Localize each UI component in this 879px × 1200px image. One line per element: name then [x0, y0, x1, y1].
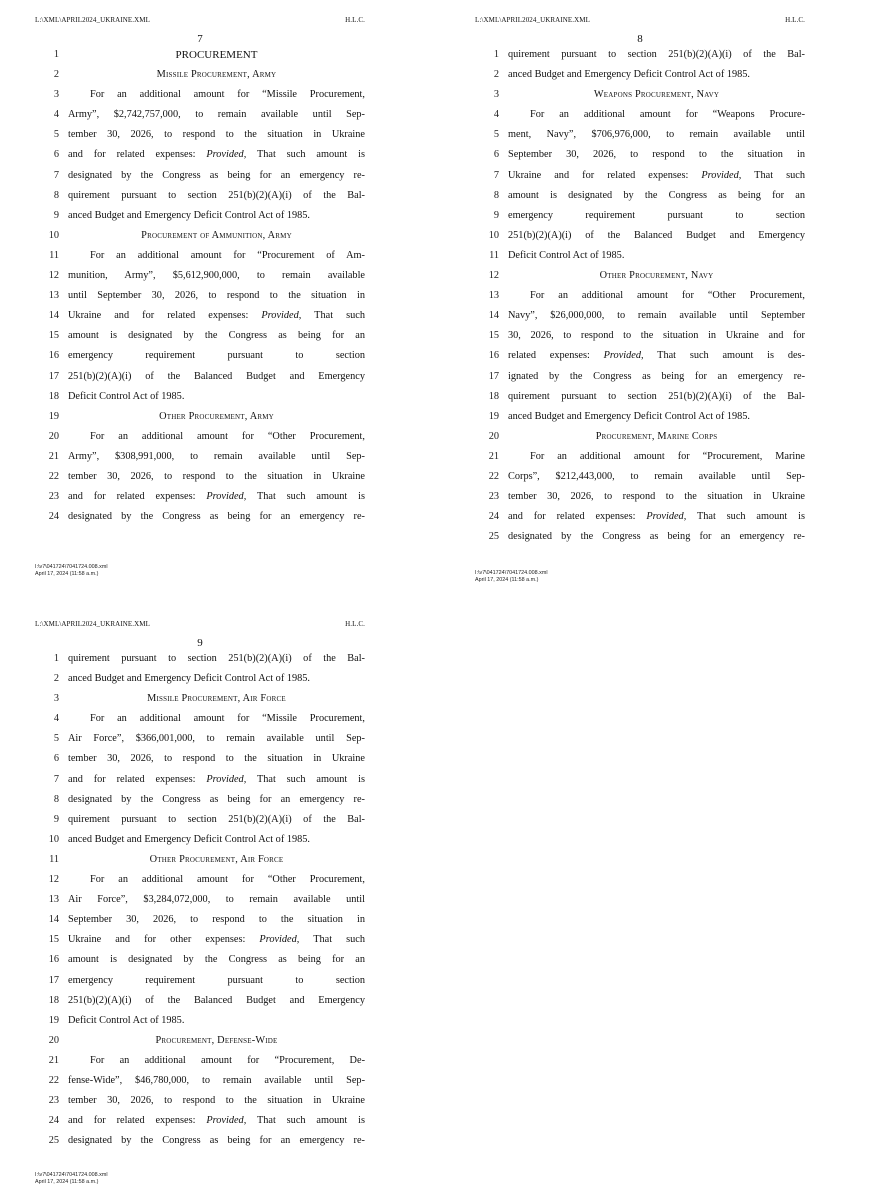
text-line [35, 1131, 365, 1151]
line-text-post: That such amount is des- [643, 350, 805, 362]
line-number: 10 [48, 229, 59, 241]
line-number: 14 [48, 310, 59, 322]
line-number: 4 [53, 109, 59, 121]
line-number: 9 [493, 209, 499, 221]
page-footer [35, 1172, 108, 1185]
line-number: 21 [48, 450, 59, 462]
line-number: 17 [48, 370, 59, 382]
section-heading-line [35, 226, 365, 246]
line-text: For an additional amount for “Other Procurement, [90, 430, 365, 442]
line-number: 18 [488, 390, 499, 402]
section-heading-line [35, 850, 365, 870]
line-number: 25 [48, 1135, 59, 1147]
line-text: ment, Navy”, $706,976,000, to remain available until [508, 129, 805, 141]
line-number: 16 [488, 350, 499, 362]
text-line [475, 346, 805, 366]
line-text: Procurement, Marine Corps [595, 430, 718, 442]
line-number: 23 [488, 491, 499, 503]
text-line [475, 527, 805, 547]
line-text: quirement pursuant to section 251(b)(2)(A)(i) of the Bal- [68, 653, 365, 664]
line-text: anced Budget and Emergency Deficit Control Act of 1985. [508, 69, 751, 81]
line-number: 19 [48, 410, 59, 422]
text-line [475, 367, 805, 387]
line-number: 8 [53, 793, 59, 805]
line-number: 20 [48, 430, 59, 442]
text-line [35, 770, 365, 790]
line-number: 1 [53, 653, 59, 664]
line-text: Army”, $308,991,000, to remain available until Sep- [68, 450, 365, 462]
line-text: PROCUREMENT [175, 49, 258, 61]
text-line [475, 125, 805, 145]
text-line [35, 749, 365, 769]
line-number: 7 [53, 773, 59, 785]
line-number: 17 [488, 370, 499, 382]
line-text-pre: related expenses: [508, 350, 604, 362]
text-line [35, 367, 365, 387]
line-number: 24 [48, 1115, 59, 1127]
text-line [475, 467, 805, 487]
text-line [35, 186, 365, 206]
line-text: anced Budget and Emergency Deficit Control Act of 1985. [68, 833, 311, 845]
footer-file: I:\v7\041724\7041724.008.xml [475, 570, 548, 576]
page-lines [475, 45, 805, 547]
provided-italic: Provided, [206, 773, 247, 785]
page-footer [475, 570, 548, 583]
line-text [508, 346, 805, 366]
line-text: designated by the Congress as being for an emergency re- [68, 511, 365, 523]
line-number: 6 [493, 149, 499, 161]
line-number: 5 [53, 733, 59, 745]
doc-path: L:\XML\APRIL2024_UKRAINE.XML [35, 620, 150, 628]
text-line [35, 810, 365, 830]
line-number: 15 [48, 934, 59, 946]
line-number: 18 [48, 994, 59, 1006]
line-number: 21 [48, 1054, 59, 1066]
section-heading-line [35, 407, 365, 427]
text-line [35, 649, 365, 669]
footer-file: I:\v7\041724\7041724.008.xml [35, 1172, 108, 1178]
page-footer [35, 564, 108, 577]
line-number: 2 [493, 69, 499, 81]
line-number: 11 [49, 853, 59, 865]
provided-italic: Provided, [701, 169, 742, 181]
line-text: anced Budget and Emergency Deficit Control Act of 1985. [68, 209, 311, 221]
provided-italic: Provided, [206, 1115, 247, 1127]
line-text: Army”, $2,742,757,000, to remain available until Sep- [68, 109, 365, 121]
line-number: 9 [53, 813, 59, 825]
text-line [35, 85, 365, 105]
line-text: Other Procurement, Army [159, 410, 274, 422]
line-number: 12 [48, 270, 59, 282]
line-text-post: That such [741, 169, 805, 181]
line-text: For an additional amount for “Procurement, Marine [530, 450, 805, 462]
footer-date: April 17, 2024 (11:58 a.m.) [35, 570, 99, 577]
text-line [35, 246, 365, 266]
line-number: 1 [53, 49, 59, 60]
text-line [35, 346, 365, 366]
line-text: designated by the Congress as being for an emergency re- [68, 1135, 365, 1147]
line-text: amount is designated by the Congress as being for an [508, 189, 805, 201]
line-text: designated by the Congress as being for an emergency re- [68, 169, 365, 181]
text-line [35, 507, 365, 527]
section-heading-line [475, 85, 805, 105]
provided-italic: Provided, [206, 149, 247, 161]
doc-path: L:\XML\APRIL2024_UKRAINE.XML [475, 16, 590, 24]
line-text: Procurement, Defense-Wide [155, 1034, 278, 1046]
line-text: amount is designated by the Congress as being for an [68, 954, 365, 966]
line-text: quirement pursuant to section 251(b)(2)(A)(i) of the Bal- [68, 813, 365, 825]
line-text: Corps”, $212,443,000, to remain available until Sep- [508, 470, 805, 482]
line-number: 4 [493, 109, 499, 121]
line-text: Other Procurement, Navy [599, 270, 714, 282]
line-text: Missile Procurement, Army [156, 69, 277, 81]
line-number: 11 [489, 249, 499, 261]
line-number: 2 [53, 69, 59, 81]
text-line [475, 105, 805, 125]
line-number: 19 [488, 410, 499, 422]
text-line [35, 447, 365, 467]
line-number: 5 [493, 129, 499, 141]
line-number: 14 [488, 310, 499, 322]
line-text [68, 770, 365, 790]
line-text: Navy”, $26,000,000, to remain available until September [508, 310, 805, 322]
line-text: designated by the Congress as being for an emergency re- [68, 793, 365, 805]
text-line [475, 145, 805, 165]
line-text: September 30, 2026, to respond to the situation in [68, 914, 365, 926]
line-number: 22 [48, 1074, 59, 1086]
line-text-post: That such amount is [686, 511, 805, 523]
line-text: For an additional amount for “Other Procurement, [530, 290, 805, 302]
text-line [35, 910, 365, 930]
line-text: anced Budget and Emergency Deficit Control Act of 1985. [508, 410, 751, 422]
section-heading-line [475, 427, 805, 447]
line-number: 20 [48, 1034, 59, 1046]
text-line [35, 166, 365, 186]
line-text [68, 487, 365, 507]
text-line [475, 507, 805, 527]
line-text: Missile Procurement, Air Force [147, 693, 286, 705]
provided-italic: Provided, [206, 491, 247, 503]
text-line [35, 467, 365, 487]
text-line [35, 709, 365, 729]
text-line [35, 1111, 365, 1131]
line-text: munition, Army”, $5,612,900,000, to remain available [68, 270, 365, 282]
line-text-pre: and for related expenses: [508, 511, 647, 523]
line-number: 1 [493, 49, 499, 60]
section-heading-line [35, 45, 365, 65]
text-line [475, 487, 805, 507]
line-number: 15 [488, 330, 499, 342]
text-line [35, 870, 365, 890]
line-number: 12 [48, 874, 59, 886]
line-number: 13 [48, 290, 59, 302]
text-line [35, 105, 365, 125]
text-line [475, 306, 805, 326]
line-text-post: That such [301, 310, 365, 322]
line-text-pre: Ukraine and for related expenses: [508, 169, 702, 181]
text-line [35, 729, 365, 749]
text-line [35, 930, 365, 950]
page-number: 9 [197, 637, 203, 649]
line-text: tember 30, 2026, to respond to the situation in Ukraine [68, 129, 365, 141]
line-text [508, 166, 805, 186]
page-lines [35, 45, 365, 527]
text-line [35, 1091, 365, 1111]
line-text-pre: and for related expenses: [68, 1115, 207, 1127]
line-number: 10 [488, 229, 499, 241]
line-text-pre: and for related expenses: [68, 773, 207, 785]
line-number: 7 [493, 169, 499, 181]
line-text-pre: and for related expenses: [68, 491, 207, 503]
line-number: 14 [48, 914, 59, 926]
section-heading-line [35, 1031, 365, 1051]
line-text: tember 30, 2026, to respond to the situation in Ukraine [68, 470, 365, 482]
line-number: 7 [53, 169, 59, 181]
section-heading-line [35, 689, 365, 709]
line-text: quirement pursuant to section 251(b)(2)(A)(i) of the Bal- [508, 49, 805, 60]
line-text: quirement pursuant to section 251(b)(2)(A)(i) of the Bal- [508, 390, 805, 402]
footer-date: April 17, 2024 (11:58 a.m.) [35, 1178, 99, 1185]
line-text-pre: and for related expenses: [68, 149, 207, 161]
document-page [475, 16, 805, 583]
line-number: 13 [488, 290, 499, 302]
line-number: 23 [48, 491, 59, 503]
text-line [35, 487, 365, 507]
section-heading-line [35, 65, 365, 85]
text-line [475, 65, 805, 85]
line-text: For an additional amount for “Missile Procurement, [90, 89, 365, 101]
text-line [475, 407, 805, 427]
line-number: 6 [53, 753, 59, 765]
line-text: emergency requirement pursuant to section [68, 350, 365, 362]
page-number: 7 [197, 33, 203, 45]
line-number: 8 [493, 189, 499, 201]
line-text: fense-Wide”, $46,780,000, to remain available until Sep- [68, 1074, 365, 1086]
text-line [35, 145, 365, 165]
line-text: amount is designated by the Congress as being for an [68, 330, 365, 342]
doc-path: L:\XML\APRIL2024_UKRAINE.XML [35, 16, 150, 24]
text-line [475, 286, 805, 306]
line-number: 8 [53, 189, 59, 201]
text-line [475, 387, 805, 407]
line-text: For an additional amount for “Procurement of Am- [90, 249, 365, 261]
line-number: 3 [53, 693, 59, 705]
line-text: Air Force”, $366,001,000, to remain available until Sep- [68, 733, 365, 745]
line-number: 10 [48, 833, 59, 845]
line-text: quirement pursuant to section 251(b)(2)(A)(i) of the Bal- [68, 189, 365, 201]
text-line [475, 326, 805, 346]
line-number: 3 [53, 89, 59, 101]
line-number: 19 [48, 1014, 59, 1026]
line-number: 16 [48, 350, 59, 362]
text-line [35, 286, 365, 306]
line-number: 4 [53, 713, 59, 725]
text-line [35, 950, 365, 970]
line-number: 2 [53, 673, 59, 685]
line-number: 9 [53, 209, 59, 221]
line-number: 16 [48, 954, 59, 966]
line-text: Other Procurement, Air Force [149, 853, 284, 865]
text-line [35, 326, 365, 346]
line-number: 5 [53, 129, 59, 141]
line-text: Air Force”, $3,284,072,000, to remain available until [68, 894, 365, 906]
line-text-post: That such amount is [246, 1115, 365, 1127]
line-text: For an additional amount for “Procurement, De- [90, 1054, 365, 1066]
line-text: Deficit Control Act of 1985. [508, 249, 625, 261]
text-line [35, 669, 365, 689]
text-line [35, 1071, 365, 1091]
line-text: 251(b)(2)(A)(i) of the Balanced Budget and Emergency [508, 229, 805, 241]
line-number: 18 [48, 390, 59, 402]
line-number: 24 [48, 511, 59, 523]
line-number: 11 [49, 249, 59, 261]
line-text: anced Budget and Emergency Deficit Control Act of 1985. [68, 673, 311, 685]
line-text: tember 30, 2026, to respond to the situation in Ukraine [508, 491, 805, 503]
text-line [35, 1011, 365, 1031]
provided-italic: Provided, [603, 350, 644, 362]
line-text: emergency requirement pursuant to section [68, 974, 365, 986]
doc-initials: H.L.C. [345, 620, 365, 628]
text-line [35, 427, 365, 447]
line-number: 22 [48, 470, 59, 482]
doc-initials: H.L.C. [345, 16, 365, 24]
text-line [35, 830, 365, 850]
line-number: 24 [488, 511, 499, 523]
line-text-post: That such amount is [246, 149, 365, 161]
line-text: tember 30, 2026, to respond to the situation in Ukraine [68, 753, 365, 765]
line-number: 3 [493, 89, 499, 101]
provided-italic: Provided, [646, 511, 687, 523]
line-text: For an additional amount for “Missile Procurement, [90, 713, 365, 725]
text-line [35, 991, 365, 1011]
line-text: September 30, 2026, to respond to the situation in [508, 149, 805, 161]
line-number: 20 [488, 430, 499, 442]
footer-file: I:\v7\041724\7041724.008.xml [35, 564, 108, 570]
text-line [35, 790, 365, 810]
line-text-post: That such amount is [246, 491, 365, 503]
line-text: emergency requirement pursuant to section [508, 209, 805, 221]
line-text-post: That such amount is [246, 773, 365, 785]
footer-date: April 17, 2024 (11:58 a.m.) [475, 576, 539, 583]
text-line [35, 125, 365, 145]
page-number: 8 [637, 33, 643, 45]
text-line [35, 971, 365, 991]
line-text: 251(b)(2)(A)(i) of the Balanced Budget and Emergency [68, 370, 365, 382]
line-number: 15 [48, 330, 59, 342]
text-line [475, 206, 805, 226]
line-number: 13 [48, 894, 59, 906]
document-page [35, 16, 365, 577]
line-text: Weapons Procurement, Navy [593, 89, 720, 101]
text-line [35, 306, 365, 326]
text-line [35, 890, 365, 910]
text-line [475, 226, 805, 246]
page-lines [35, 649, 365, 1151]
text-line [475, 45, 805, 65]
line-text: 251(b)(2)(A)(i) of the Balanced Budget and Emergency [68, 994, 365, 1006]
doc-initials: H.L.C. [785, 16, 805, 24]
line-number: 25 [488, 531, 499, 543]
line-number: 6 [53, 149, 59, 161]
text-line [475, 166, 805, 186]
line-text [68, 145, 365, 165]
text-line [35, 1051, 365, 1071]
line-text: designated by the Congress as being for an emergency re- [508, 531, 805, 543]
line-number: 12 [488, 270, 499, 282]
line-number: 21 [488, 450, 499, 462]
line-text-post: That such [299, 934, 365, 946]
line-text: Deficit Control Act of 1985. [68, 1014, 185, 1026]
line-text [68, 1111, 365, 1131]
line-text: until September 30, 2026, to respond to the situation in [68, 290, 365, 302]
line-text: For an additional amount for “Weapons Procure- [530, 109, 805, 121]
line-number: 22 [488, 470, 499, 482]
page-header [35, 620, 365, 632]
text-line [475, 447, 805, 467]
page-header [35, 16, 365, 28]
page-header [475, 16, 805, 28]
line-text: 30, 2026, to respond to the situation in Ukraine and for [508, 330, 805, 342]
line-text [68, 306, 365, 326]
section-heading-line [475, 266, 805, 286]
line-number: 17 [48, 974, 59, 986]
line-text [68, 930, 365, 950]
text-line [35, 206, 365, 226]
text-line [35, 387, 365, 407]
text-line [35, 266, 365, 286]
line-text [508, 507, 805, 527]
text-line [475, 246, 805, 266]
line-text: tember 30, 2026, to respond to the situation in Ukraine [68, 1095, 365, 1107]
document-page [35, 620, 365, 1185]
line-text-pre: Ukraine and for related expenses: [68, 310, 262, 322]
line-text: Procurement of Ammunition, Army [141, 229, 292, 241]
line-text: ignated by the Congress as being for an emergency re- [508, 370, 805, 382]
line-number: 23 [48, 1095, 59, 1107]
text-line [475, 186, 805, 206]
provided-italic: Provided, [259, 934, 300, 946]
line-text: For an additional amount for “Other Procurement, [90, 874, 365, 886]
line-text-pre: Ukraine and for other expenses: [68, 934, 260, 946]
provided-italic: Provided, [261, 310, 302, 322]
line-text: Deficit Control Act of 1985. [68, 390, 185, 402]
